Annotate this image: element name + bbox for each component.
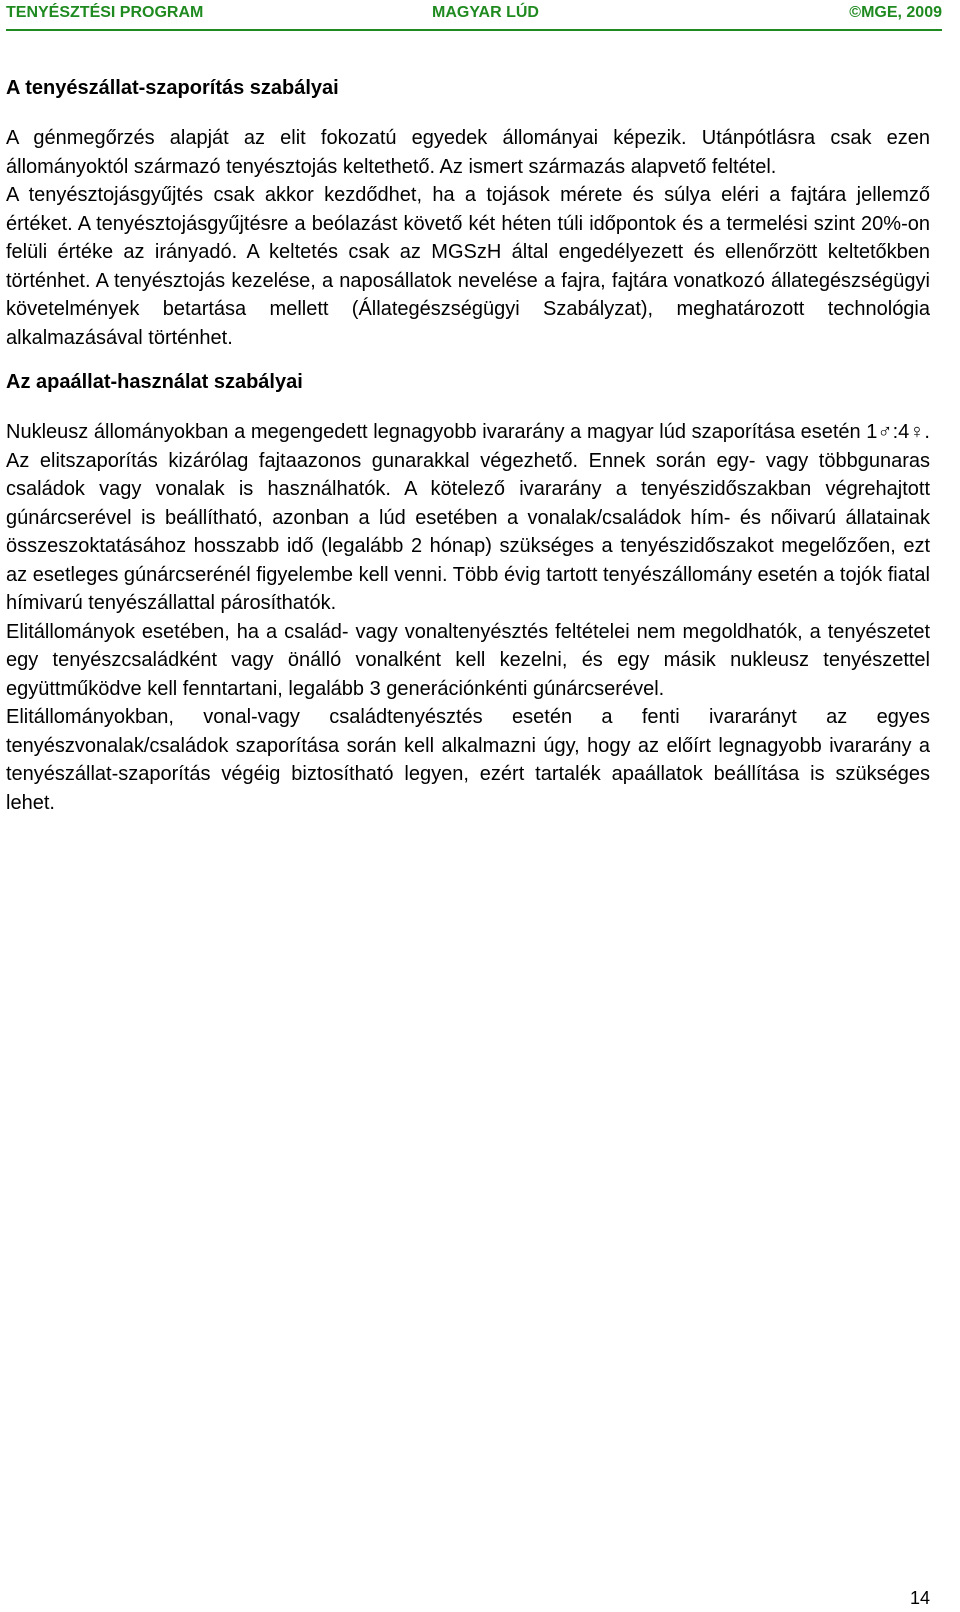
page-number: 14 — [909, 1588, 930, 1608]
header-copyright: ©MGE, 2009 — [849, 4, 942, 21]
paragraph: Nukleusz állományokban a megengedett legnagyobb ivararány a magyar lúd szaporítása esetén 1♂:4♀. Az elitszaporítás kizárólag fajtaazonos gunarakkal végezhető. Ennek során egy- vagy többgunaras családok vagy vonalak is használhatók. A kötelező ivararány a tenyészidőszakban végrehajtott gúnárcserével is beállítható, azonban a lúd esetében a vonalak/családok hím- és nőivarú állatainak összeszoktatásához hosszabb idő (legalább 2 hónap) szükséges a tenyészidőszakot megelőzően, ezt az esetleges gúnárcserénél figyelembe kell venni. Több évig tartott tenyészállomány esetén a tojók fiatal hímivarú tenyészállattal párosíthatók. — [6, 421, 930, 614]
document-body — [6, 74, 930, 817]
paragraph: Elitállományok esetében, ha a család- vagy vonaltenyésztés feltételei nem megoldhatók, a tenyészetet egy tenyészcsaládként vagy önálló vonalként kell kezelni, és egy másik nukleusz tenyészettel együttműködve kell fenntartani, legalább 3 generációnkénti gúnárcserével. — [6, 620, 930, 700]
paragraph: A génmegőrzés alapját az elit fokozatú egyedek állományai képezik. Utánpótlásra csak ezen állományoktól származó tenyésztojás keltethető. Az ismert származás alapvető feltétel. — [6, 127, 930, 178]
paragraph: Elitállományokban, vonal-vagy családtenyésztés esetén a fenti ivararányt az egyes tenyészvonalak/családok szaporítása során kell alkalmazni úgy, hogy az előírt legnagyobb ivararány a tenyészállat-szaporítás végéig biztosítható legyen, ezért tartalék apaállatok beállítása is szükséges lehet. — [6, 706, 930, 814]
page-header — [6, 0, 942, 30]
section-title-sire-rules: Az apaállat-használat szabályai — [6, 371, 303, 393]
header-breed-title: MAGYAR LÚD — [432, 4, 539, 21]
paragraph: A tenyésztojásgyűjtés csak akkor kezdődhet, ha a tojások mérete és súlya eléri a fajtára jellemző értéket. A tenyésztojásgyűjtésre a beólazást követő két héten túli időpontok és a termelési szint 20%-on felüli értéke az irányadó. A keltetés csak az MGSzH által engedélyezett és ellenőrzött keltetőkben történhet. A tenyésztojás kezelése, a naposállatok nevelése a fajra, fajtára vonatkozó állategészségügyi követelmények betartása mellett (Állategészségügyi Szabályzat), meghatározott technológia alkalmazásával történhet. — [6, 184, 930, 349]
header-program-title: TENYÉSZTÉSI PROGRAM — [6, 4, 204, 21]
section-title-breeding-rules: A tenyészállat-szaporítás szabályai — [6, 77, 339, 99]
header-divider — [6, 29, 942, 31]
